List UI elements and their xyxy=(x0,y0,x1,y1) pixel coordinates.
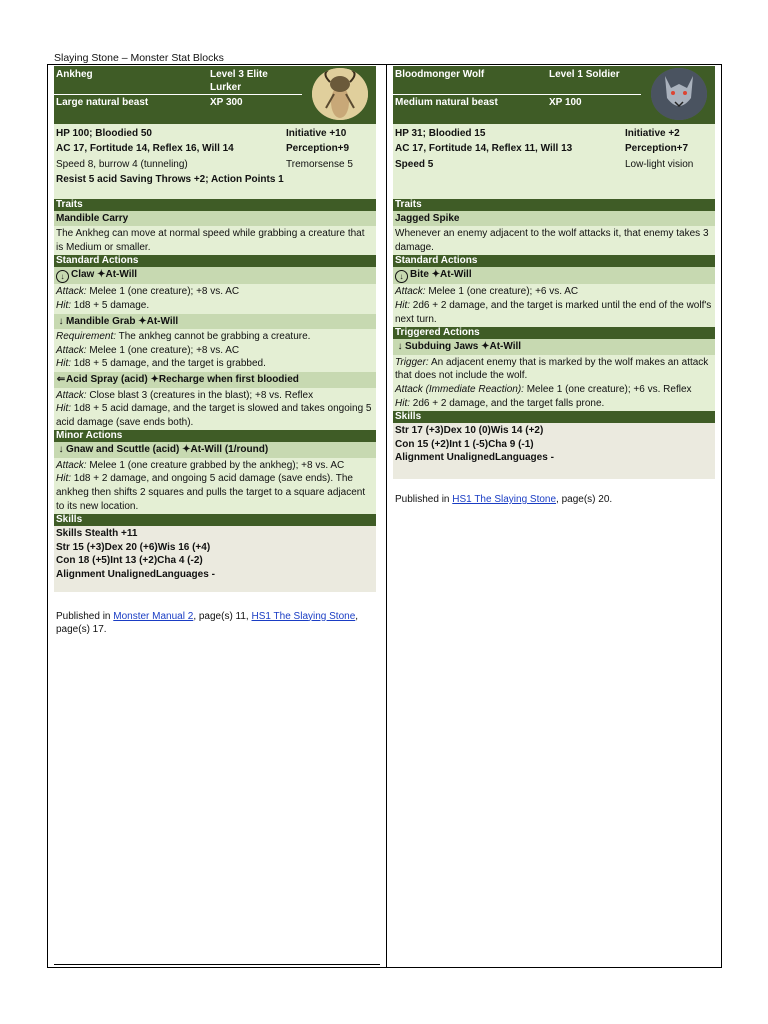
bottom-rule xyxy=(54,964,380,965)
published-pages: , page(s) 11, xyxy=(193,610,252,622)
ability-cha: Cha 9 (-1) xyxy=(488,438,534,450)
hit-key: Hit: xyxy=(56,358,71,370)
hit-key: Hit: xyxy=(56,473,71,485)
skills-heading: Skills xyxy=(393,411,715,423)
power-claw xyxy=(54,267,376,284)
stat-line-1: HP 100; Bloodied 50 xyxy=(56,128,152,139)
power-gnaw-body xyxy=(54,458,376,514)
stat-line-4: Resist 5 acid Saving Throws +2; Action Points 1 xyxy=(56,174,284,186)
stat-line-1: HP 31; Bloodied 15 xyxy=(395,128,486,139)
melee-icon: ↓ xyxy=(58,444,64,456)
stat-line-3: Speed 8, burrow 4 (tunneling) xyxy=(56,158,188,170)
monster-xp: XP 100 xyxy=(549,97,582,108)
attack-key: Attack (Immediate Reaction): xyxy=(395,383,524,395)
stat-initiative: Initiative +10 xyxy=(286,128,347,139)
melee-basic-icon: ↓ xyxy=(395,270,408,283)
stat-perception: Perception+9 xyxy=(286,143,350,155)
slaying-stone-link[interactable]: HS1 The Slaying Stone xyxy=(251,610,356,622)
wolf-publication xyxy=(393,491,715,509)
page-title: Slaying Stone – Monster Stat Blocks xyxy=(54,52,224,64)
ability-int: Int 1 (-5) xyxy=(449,438,489,450)
languages: Languages - xyxy=(495,452,554,464)
ability-dex: Dex 10 (0) xyxy=(443,425,491,437)
ability-str: Str 15 (+3) xyxy=(56,541,105,553)
hit-key: Hit: xyxy=(56,403,71,415)
attack-key: Attack: xyxy=(56,344,87,356)
attack-key: Attack: xyxy=(395,286,426,298)
monster-name: Ankheg xyxy=(56,69,93,80)
monster-role: Lurker xyxy=(210,82,242,93)
power-bite-body xyxy=(393,284,715,327)
monster-name: Bloodmonger Wolf xyxy=(395,69,485,80)
monster-type: Large natural beast xyxy=(56,97,149,108)
ability-wis: Wis 16 (+4) xyxy=(157,541,211,553)
melee-icon: ↓ xyxy=(397,341,403,353)
melee-basic-icon: ↓ xyxy=(56,270,69,283)
languages: Languages - xyxy=(156,569,215,581)
power-name: Gnaw and Scuttle (acid) ✦At-Will (1/round) xyxy=(66,444,269,456)
stat-line-2: AC 17, Fortitude 14, Reflex 16, Will 14 xyxy=(56,143,234,155)
trait-text: The Ankheg can move at normal speed while grabbing a creature that is Medium or smaller. xyxy=(54,226,376,255)
attack-key: Attack: xyxy=(56,389,87,401)
published-comma: , xyxy=(355,610,359,622)
hit-key: Hit: xyxy=(56,299,71,311)
power-spray-body xyxy=(54,388,376,431)
melee-icon: ↓ xyxy=(58,315,64,327)
wolf-stat-block xyxy=(393,66,715,508)
ability-int: Int 13 (+2) xyxy=(110,555,158,567)
header-rule xyxy=(393,94,641,95)
trait-name: Mandible Carry xyxy=(54,211,376,227)
stat-senses: Tremorsense 5 xyxy=(286,158,353,170)
alignment: Alignment Unaligned xyxy=(395,452,495,464)
monster-xp: XP 300 xyxy=(210,97,243,108)
attack-text: Melee 1 (one creature); +8 vs. AC xyxy=(86,286,240,298)
power-subduing-jaws xyxy=(393,339,715,355)
ability-str: Str 17 (+3) xyxy=(395,425,444,437)
wolf-core-stats xyxy=(393,124,715,191)
power-mandible-grab xyxy=(54,314,376,330)
stat-line-2: AC 17, Fortitude 14, Reflex 11, Will 13 xyxy=(395,143,573,155)
attack-text: Melee 1 (one creature); +6 vs. Reflex xyxy=(523,383,692,395)
hit-text: 1d8 + 5 acid damage, and the target is slowed and takes ongoing 5 acid damage (save ends both). xyxy=(56,403,372,428)
header-rule xyxy=(54,94,302,95)
ability-dex: Dex 20 (+6) xyxy=(104,541,158,553)
minor-actions-heading: Minor Actions xyxy=(54,430,376,442)
trigger-text: An adjacent enemy that is marked by the wolf makes an attack that does not include the wolf. xyxy=(395,356,709,382)
attack-key: Attack: xyxy=(56,459,87,471)
stat-senses: Low-light vision xyxy=(625,158,694,170)
requirement-key: Requirement: xyxy=(56,331,117,343)
power-gnaw-scuttle xyxy=(54,442,376,458)
traits-heading: Traits xyxy=(54,199,376,211)
ankheg-core-stats xyxy=(54,124,376,191)
trigger-key: Trigger: xyxy=(395,356,429,368)
power-grab-body xyxy=(54,329,376,372)
ability-cha: Cha 4 (-2) xyxy=(157,555,203,567)
hit-key: Hit: xyxy=(395,299,410,311)
requirement-text: The ankheg cannot be grabbing a creature. xyxy=(116,331,311,343)
hit-text: 1d8 + 5 damage. xyxy=(71,299,150,311)
skills-heading: Skills xyxy=(54,514,376,526)
ankheg-portrait-image xyxy=(312,68,368,120)
standard-actions-heading: Standard Actions xyxy=(54,255,376,267)
monster-level: Level 3 Elite xyxy=(210,69,268,80)
power-name: Subduing Jaws ✦At-Will xyxy=(405,341,522,353)
published-pages: , page(s) 20. xyxy=(556,493,613,505)
ankheg-stat-block xyxy=(54,66,376,639)
monster-manual-link[interactable]: Monster Manual 2 xyxy=(113,610,194,622)
skills-line: Skills Stealth +11 xyxy=(56,528,138,540)
alignment: Alignment Unaligned xyxy=(56,569,156,581)
attack-text: Melee 1 (one creature); +6 vs. AC xyxy=(425,286,579,298)
ankheg-publication xyxy=(54,608,376,639)
hit-key: Hit: xyxy=(395,397,410,409)
triggered-actions-heading: Triggered Actions xyxy=(393,327,715,339)
attack-text: Melee 1 (one creature); +8 vs. AC xyxy=(86,344,240,356)
power-name: Bite ✦At-Will xyxy=(410,269,472,281)
stat-initiative: Initiative +2 xyxy=(625,128,680,139)
hit-text: 2d6 + 2 damage, and the target falls prone. xyxy=(410,397,605,409)
ankheg-header xyxy=(54,66,376,124)
hit-text: 1d8 + 5 damage, and the target is grabbed. xyxy=(71,358,266,370)
power-jaws-body xyxy=(393,355,715,411)
power-name: Acid Spray (acid) ✦Recharge when first bloodied xyxy=(66,373,299,385)
monster-level: Level 1 Soldier xyxy=(549,69,620,80)
column-divider xyxy=(386,64,387,967)
ability-con: Con 15 (+2) xyxy=(395,438,450,450)
wolf-portrait-image xyxy=(651,68,707,120)
monster-type: Medium natural beast xyxy=(395,97,498,108)
trait-name: Jagged Spike xyxy=(393,211,715,227)
stat-line-3: Speed 5 xyxy=(395,158,434,170)
power-acid-spray xyxy=(54,372,376,388)
published-pages-2: page(s) 17. xyxy=(56,624,107,636)
close-blast-icon: ⇐ xyxy=(56,373,66,385)
power-bite xyxy=(393,267,715,284)
attack-text: Melee 1 (one creature grabbed by the ankheg); +8 vs. AC xyxy=(86,459,345,471)
traits-heading: Traits xyxy=(393,199,715,211)
attack-text: Close blast 3 (creatures in the blast); +8 vs. Reflex xyxy=(86,389,314,401)
trait-text: Whenever an enemy adjacent to the wolf attacks it, that enemy takes 3 damage. xyxy=(393,226,715,255)
slaying-stone-link[interactable]: HS1 The Slaying Stone xyxy=(452,493,557,505)
power-claw-body xyxy=(54,284,376,313)
wolf-skills-block xyxy=(393,423,715,479)
ability-wis: Wis 14 (+2) xyxy=(490,425,544,437)
hit-text: 2d6 + 2 damage, and the target is marked until the end of the wolf's next turn. xyxy=(395,299,712,325)
stat-perception: Perception+7 xyxy=(625,143,689,155)
standard-actions-heading: Standard Actions xyxy=(393,255,715,267)
wolf-header xyxy=(393,66,715,124)
power-name: Mandible Grab ✦At-Will xyxy=(66,315,179,327)
attack-key: Attack: xyxy=(56,286,87,298)
ankheg-skills-block xyxy=(54,526,376,591)
ability-con: Con 18 (+5) xyxy=(56,555,111,567)
hit-text: 1d8 + 2 damage, and ongoing 5 acid damage (save ends). The ankheg then shifts 2 squares and pulls the target to a square adjacent to its new location. xyxy=(56,473,366,512)
published-prefix: Published in xyxy=(395,493,453,505)
power-name: Claw ✦At-Will xyxy=(71,269,138,281)
published-prefix: Published in xyxy=(56,610,114,622)
